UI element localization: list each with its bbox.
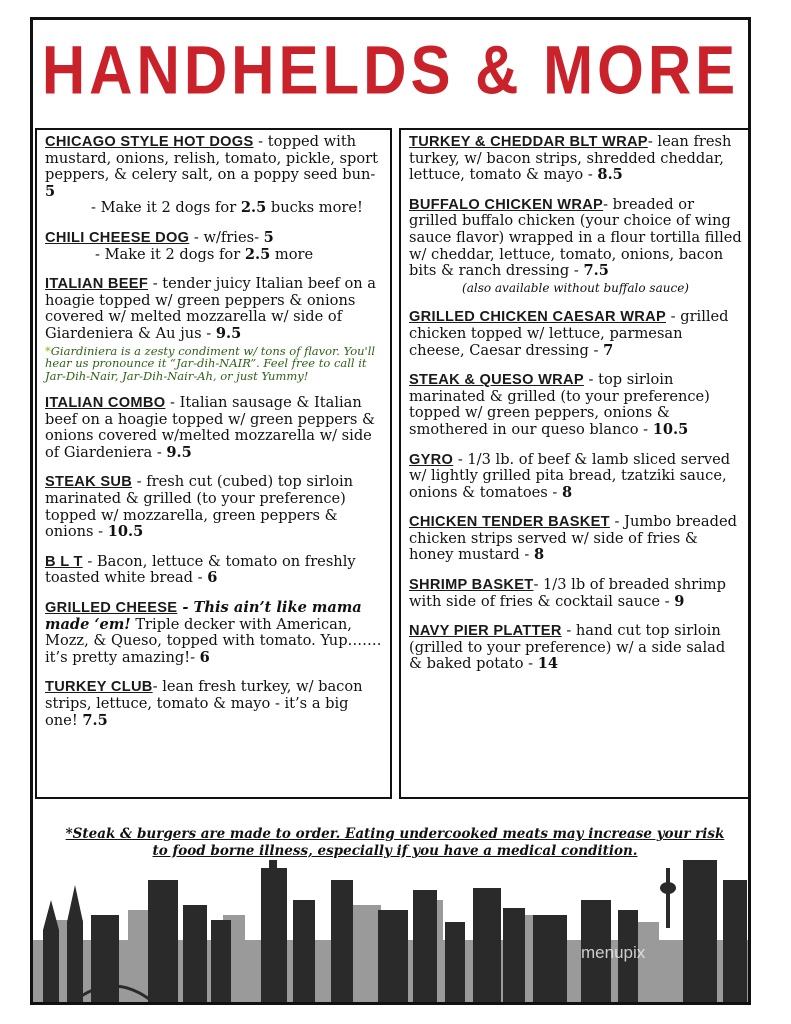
menu-item [409,623,742,673]
item-description: - lean fresh turkey, w/ bacon strips, shredded cheddar, lettuce, tomato & mayo - [409,133,732,184]
menu-item [409,197,742,297]
item-name: B L T [45,553,83,570]
item-name: NAVY PIER PLATTER [409,623,562,640]
item-description: - hand cut top sirloin (grilled to your preference) w/ a side salad & baked potato - [409,622,726,673]
menupix-watermark: menupix [581,943,646,962]
item-price: 9.5 [166,443,192,461]
item-tagline: - This ain’t like mama made ‘em! [45,598,362,633]
giardiniera-note: *Giardiniera is a zesty condiment w/ tons of flavor. You'll hear us pronounce it “Jar-dih-NAIR”. Feel free to call it Jar-Dih-Nair, Jar-Dih-Nair-Ah, or just Yummy! [45,343,376,383]
item-price: 5 [45,182,56,200]
item-description: - tender juicy Italian beef on a hoagie topped w/ green peppers & onions covered w/ melted mozzarella w/ side of Giardeniera & Au jus - [45,275,376,342]
item-name: GRILLED CHICKEN CAESAR WRAP [409,309,667,326]
item-description: - 1/3 lb of breaded shrimp with side of fries & cocktail sauce - [409,576,726,610]
page-title: HANDHELDS & MORE [41,31,740,109]
right-menu-column [399,128,750,799]
item-price: 7.5 [82,711,108,729]
item-name: CHICAGO STYLE HOT DOGS [45,134,254,150]
menu-item [45,554,384,587]
item-name: TURKEY CLUB [45,679,153,696]
item-description: - topped with mustard, onions, relish, tomato, pickle, sport peppers, & celery salt, on a poppy seed bun- [45,133,378,184]
item-price: 6 [207,569,218,587]
item-description: - fresh cut (cubed) top sirloin marinated & grilled (to your preference) topped w/ mozzarella, green peppers & onions - [45,473,354,541]
menu-item [45,276,384,382]
item-price: 7 [603,341,614,359]
item-name: SHRIMP BASKET [409,577,534,594]
item-description: - w/fries- [189,228,264,246]
menu-item [45,474,384,540]
item-price: 8 [561,483,573,501]
menu-item [409,309,742,359]
menu-item [45,600,384,666]
item-name: ITALIAN COMBO [45,395,166,412]
menu-item [409,577,742,610]
item-price: 14 [537,655,558,673]
item-description: - top sirloin marinated & grilled (to your preference) topped w/ green peppers, onions & smothered in our queso blanco - [409,371,710,438]
city-skyline-illustration [33,860,748,1002]
item-price: 8.5 [597,166,623,184]
item-description: - grilled chicken topped w/ lettuce, parmesan cheese, Caesar dressing - [409,308,729,359]
menu-item [409,452,742,502]
item-price: 9 [674,592,685,610]
item-name: ITALIAN BEEF [45,276,149,293]
item-alt-note: (also available without buffalo sauce) [462,280,689,295]
item-name: GRILLED CHEESE [45,599,178,616]
item-description: - Jumbo breaded chicken strips served w/ side of fries & honey mustard - [409,513,737,564]
menu-item [45,679,384,729]
item-price: 10.5 [107,523,144,541]
menu-item [409,372,742,438]
item-name: CHICKEN TENDER BASKET [409,514,610,531]
item-name: BUFFALO CHICKEN WRAP [409,196,604,213]
item-price: 8 [533,546,545,564]
item-name: STEAK SUB [45,474,133,491]
item-description: - Italian sausage & Italian beef on a hoagie topped w/ green peppers & onions covered w/melted mozzarella w/ side of Giardeniera - [45,394,376,461]
menu-item [45,230,384,263]
left-menu-column [35,128,392,799]
item-price: 7.5 [583,262,609,280]
item-price: 10.5 [652,420,689,438]
item-name: TURKEY & CHEDDAR BLT WRAP [409,134,648,150]
item-description: - Bacon, lettuce & tomato on freshly toasted white bread - [45,552,356,587]
food-safety-disclaimer: *Steak & burgers are made to order. Eating undercooked meats may increase your risk to food borne illness, especially if you have a medical condition. [65,826,725,859]
item-price: 9.5 [215,324,242,342]
menu-item [45,134,384,217]
menu-item [409,514,742,564]
item-upsell: - Make it 2 dogs for 2.5 bucks more! [91,199,363,217]
menu-item [409,134,742,184]
item-price: 5 [263,228,274,246]
item-name: STEAK & QUESO WRAP [409,372,584,389]
item-description: - lean fresh turkey, w/ bacon strips, lettuce, tomato & mayo - it’s a big one! [45,678,363,729]
item-description: - breaded or grilled buffalo chicken (your choice of wing sauce flavor) wrapped in a flour tortilla filled w/ cheddar, lettuce, tomato, onions, bacon bits & ranch dressing - [409,195,742,280]
item-description: Triple decker with American, Mozz, & Queso, topped with tomato. Yup……. it’s pretty amazing!- [45,615,382,666]
item-description: - 1/3 lb. of beef & lamb sliced served w/ lightly grilled pita bread, tzatziki sauce, onions & tomatoes - [409,450,731,501]
star-icon: * [45,343,51,358]
item-upsell: - Make it 2 dogs for 2.5 more [95,245,314,263]
item-name: CHILI CHEESE DOG [45,229,190,246]
item-name: GYRO [409,451,454,468]
item-price: 6 [199,648,210,666]
menu-item [45,395,384,461]
